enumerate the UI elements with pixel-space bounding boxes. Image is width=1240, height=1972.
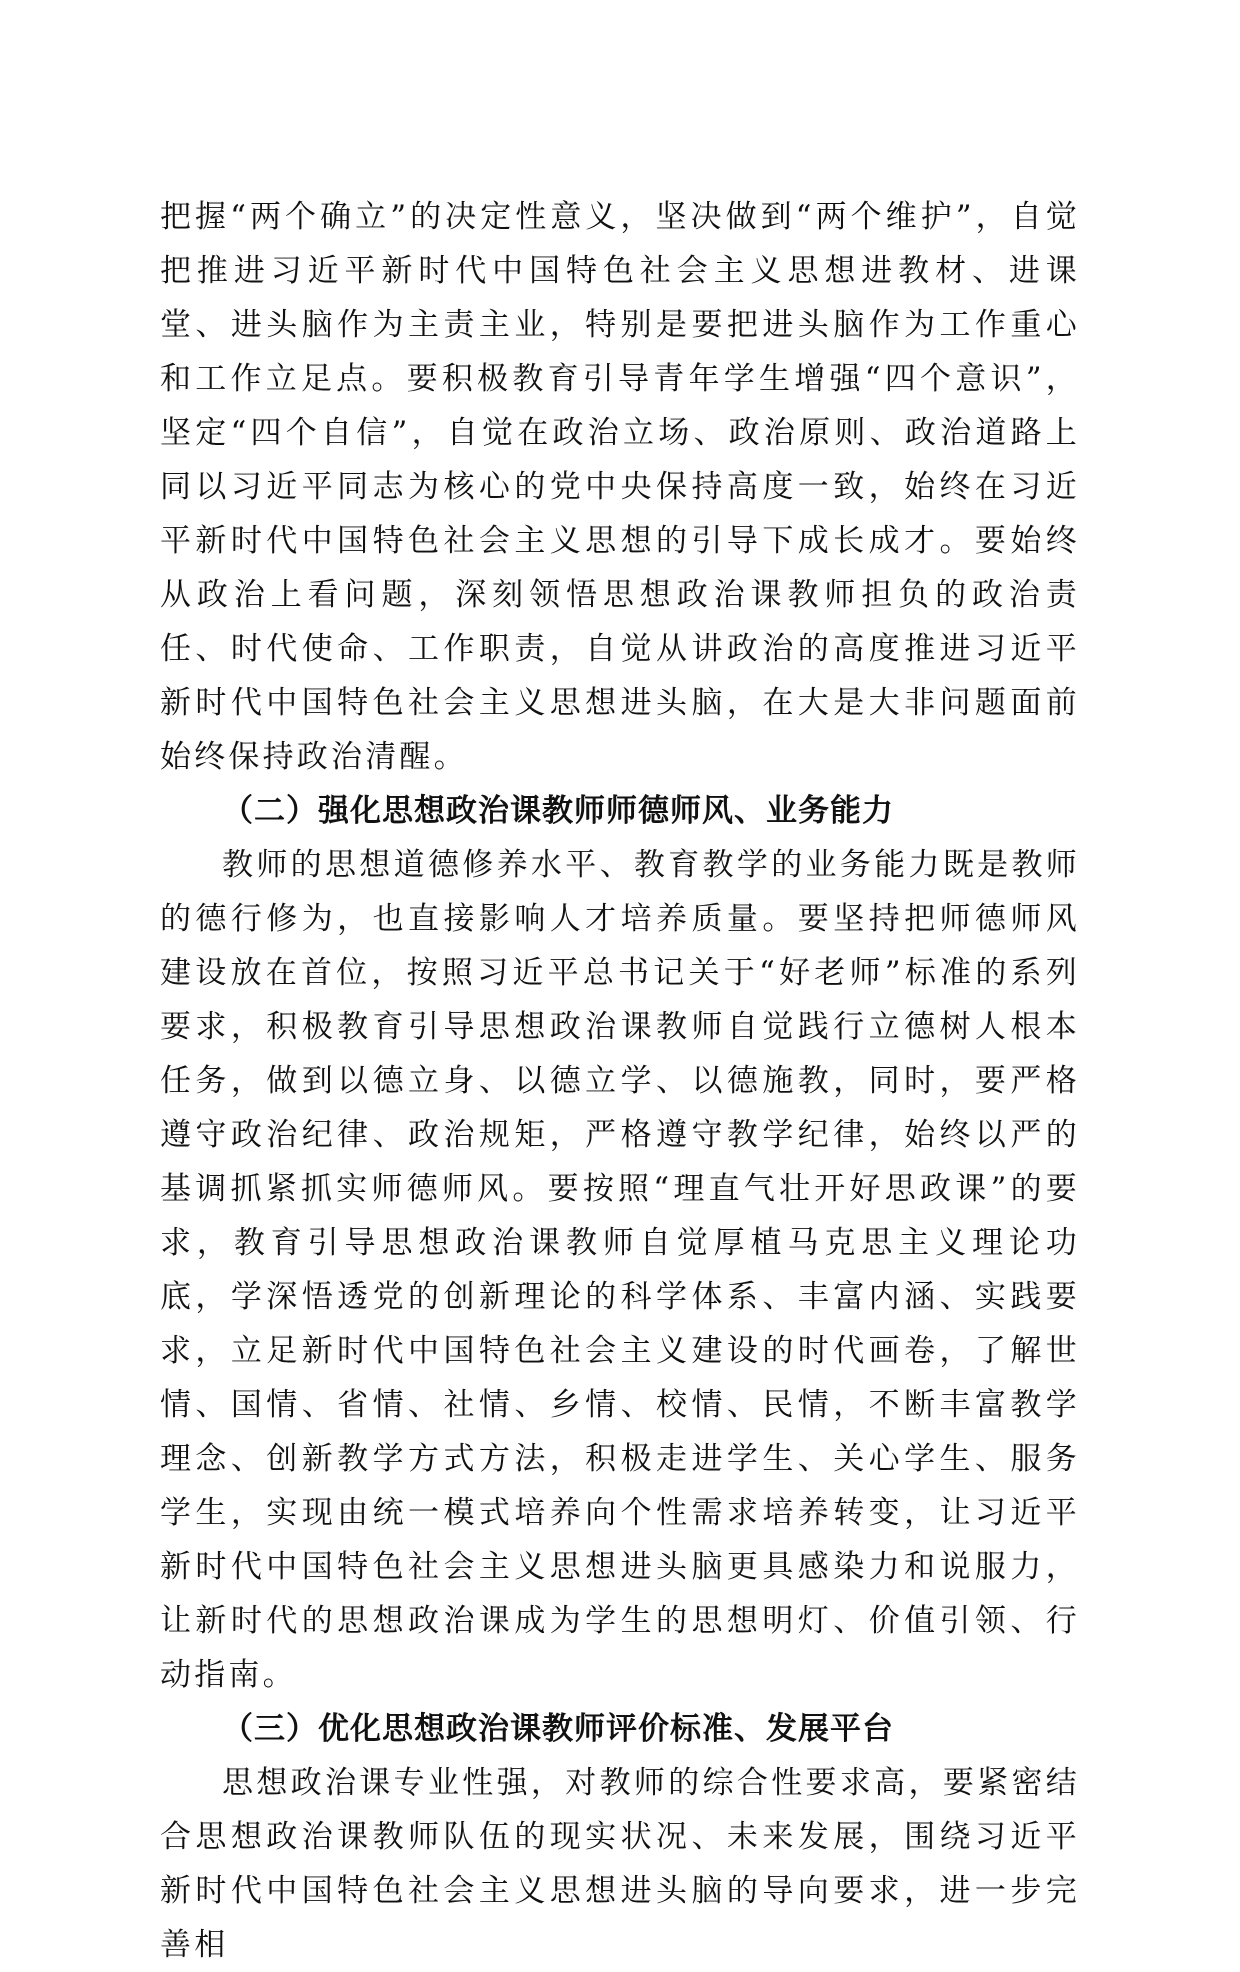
body-paragraph-continued: 把握“两个确立”的决定性意义，坚决做到“两个维护”，自觉把推进习近平新时代中国特色社会主义思想进教材、进课堂、进头脑作为主责主业，特别是要把进头脑作为工作重心和工作立足点。要积极教育引导青年学生增强“四个意识”，坚定“四个自信”，自觉在政治立场、政治原则、政治道路上同以习近平同志为核心的党中央保持高度一致，始终在习近平新时代中国特色社会主义思想的引导下成长成才。要始终从政治上看问题，深刻领悟思想政治课教师担负的政治责任、时代使命、工作职责，自觉从讲政治的高度推进习近平新时代中国特色社会主义思想进头脑，在大是大非问题面前始终保持政治清醒。 — [160, 199, 1080, 775]
document-page — [160, 190, 1080, 1972]
body-paragraph-3: 思想政治课专业性强，对教师的综合性要求高，要紧密结合思想政治课教师队伍的现实状况、未来发展，围绕习近平新时代中国特色社会主义思想进头脑的导向要求，进一步完善相 — [160, 1765, 1080, 1963]
section-heading-2: （二）强化思想政治课教师师德师风、业务能力 — [222, 793, 894, 829]
body-paragraph-2: 教师的思想道德修养水平、教育教学的业务能力既是教师的德行修为，也直接影响人才培养质量。要坚持把师德师风建设放在首位，按照习近平总书记关于“好老师”标准的系列要求，积极教育引导思想政治课教师自觉践行立德树人根本任务，做到以德立身、以德立学、以德施教，同时，要严格遵守政治纪律、政治规矩，严格遵守教学纪律，始终以严的基调抓紧抓实师德师风。要按照“理直气壮开好思政课”的要求，教育引导思想政治课教师自觉厚植马克思主义理论功底，学深悟透党的创新理论的科学体系、丰富内涵、实践要求，立足新时代中国特色社会主义建设的时代画卷，了解世情、国情、省情、社情、乡情、校情、民情，不断丰富教学理念、创新教学方式方法，积极走进学生、关心学生、服务学生，实现由统一模式培养向个性需求培养转变，让习近平新时代中国特色社会主义思想进头脑更具感染力和说服力，让新时代的思想政治课成为学生的思想明灯、价值引领、行动指南。 — [160, 847, 1080, 1693]
section-heading-3: （三）优化思想政治课教师评价标准、发展平台 — [222, 1711, 894, 1747]
